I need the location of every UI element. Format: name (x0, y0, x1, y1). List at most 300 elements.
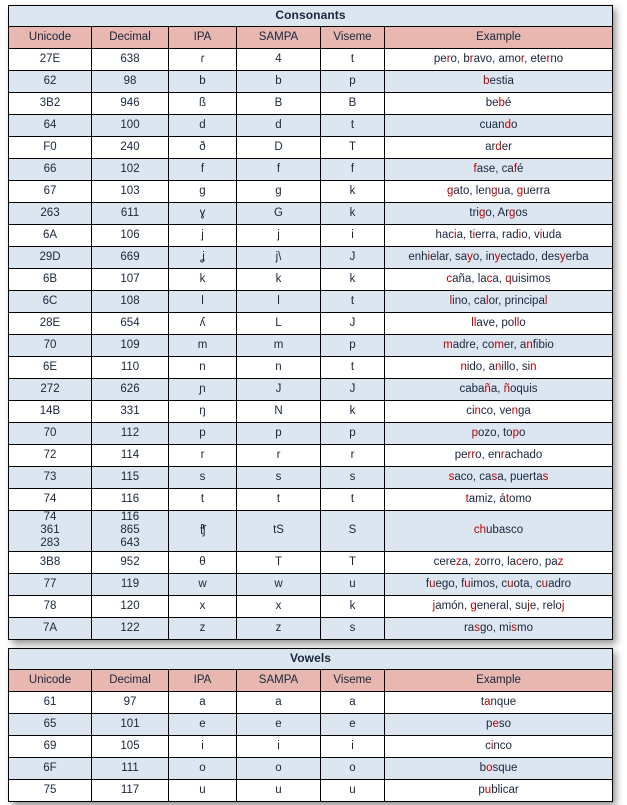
sampa-cell: u (237, 780, 321, 802)
example-text: ubasco (486, 524, 524, 537)
decimal-cell: 101 (92, 714, 169, 736)
example-text: aco, ca (454, 470, 492, 483)
ipa-cell: ŋ (169, 401, 237, 423)
column-header-viseme: Viseme (321, 670, 385, 692)
viseme-cell: J (321, 313, 385, 335)
unicode-cell: 6F (9, 758, 92, 780)
sampa-cell: i (237, 736, 321, 758)
example-cell (385, 692, 613, 714)
ipa-cell: f (169, 159, 237, 181)
decimal-cell: 105 (92, 736, 169, 758)
example-text: c (485, 739, 491, 752)
decimal-cell: 97 (92, 692, 169, 714)
ipa-cell: θ (169, 551, 237, 573)
example-highlight: i (472, 228, 476, 241)
column-header-viseme: Viseme (321, 27, 385, 49)
viseme-cell: i (321, 736, 385, 758)
example-highlight: u (464, 577, 471, 590)
example-text: é (517, 162, 524, 175)
unicode-cell: 6B (9, 269, 92, 291)
example-highlight: r (446, 52, 451, 65)
sampa-cell: d (237, 115, 321, 137)
table-row (9, 595, 613, 617)
decimal-cell: 114 (92, 445, 169, 467)
example-highlight: p (471, 426, 479, 439)
ipa-cell: u (169, 780, 237, 802)
example-highlight: j (432, 599, 436, 612)
unicode-cell: 70 (9, 423, 92, 445)
example-highlight: u (484, 783, 492, 796)
decimal-cell: 952 (92, 551, 169, 573)
example-highlight: s (474, 621, 480, 634)
table-row (9, 617, 613, 639)
example-highlight: n (511, 404, 518, 417)
example-text: oquis (510, 382, 538, 395)
sampa-cell: B (237, 93, 321, 115)
example-text: ato, len (453, 184, 492, 197)
table-row (9, 181, 613, 203)
viseme-cell: r (321, 445, 385, 467)
column-header-unicode: Unicode (9, 27, 92, 49)
example-text: e, relo (529, 599, 562, 612)
ipa-cell: ɾ (169, 49, 237, 71)
example-text: ino, ca (452, 294, 487, 307)
example-highlight: p (512, 426, 519, 439)
ipa-cell: l (169, 291, 237, 313)
example-text: blicar (491, 783, 519, 796)
ipa-cell (169, 511, 237, 552)
viseme-cell: p (321, 335, 385, 357)
example-text: , ete (524, 52, 547, 65)
example-cell (385, 225, 613, 247)
viseme-cell: T (321, 137, 385, 159)
example-highlight: n (494, 360, 502, 373)
example-cell (385, 115, 613, 137)
unicode-cell: 70 (9, 335, 92, 357)
table-row (9, 423, 613, 445)
decimal-cell: 115 (92, 467, 169, 489)
decimal-cell: 638 (92, 49, 169, 71)
example-cell (385, 203, 613, 225)
table-row (9, 93, 613, 115)
unicode-cell: 6A (9, 225, 92, 247)
example-highlight: d (504, 118, 511, 131)
example-text: caba (459, 382, 485, 395)
unicode-cell: F0 (9, 137, 92, 159)
example-text: a, (461, 555, 475, 568)
table-row (9, 203, 613, 225)
ipa-cell: i (169, 736, 237, 758)
example-highlight: b (483, 74, 490, 87)
example-highlight: n (474, 404, 481, 417)
column-header-sampa: SAMPA (237, 27, 321, 49)
example-text: elar, sa (430, 250, 468, 263)
ipa-cell: z (169, 617, 237, 639)
table-row (9, 489, 613, 511)
ipa-cell: d (169, 115, 237, 137)
table-title-row (9, 649, 613, 670)
example-highlight: c (516, 555, 522, 568)
sampa-cell: l (237, 291, 321, 313)
table-row (9, 335, 613, 357)
example-highlight: c (446, 272, 453, 285)
example-text: p (478, 783, 485, 796)
example-cell (385, 71, 613, 93)
viseme-cell: k (321, 595, 385, 617)
example-highlight: i (539, 228, 543, 241)
unicode-cell: 72 (9, 445, 92, 467)
example-highlight: n (526, 338, 533, 351)
unicode-cell: 64 (9, 115, 92, 137)
example-text: ectado, des (500, 250, 560, 263)
unicode-cell: 74 (9, 489, 92, 511)
viseme-cell: J (321, 379, 385, 401)
ipa-cell: k (169, 269, 237, 291)
example-text: ego, f (435, 577, 465, 590)
example-cell (385, 357, 613, 379)
decimal-cell: 119 (92, 573, 169, 595)
example-text: aña, la (452, 272, 487, 285)
example-highlight: ch (473, 524, 487, 537)
viseme-cell: o (321, 758, 385, 780)
viseme-cell: S (321, 511, 385, 552)
decimal-cell: 669 (92, 247, 169, 269)
table-row (9, 401, 613, 423)
example-highlight: rr (467, 448, 476, 461)
example-text: o (519, 316, 526, 329)
example-text: go, mi (479, 621, 512, 634)
example-highlight: g (491, 184, 498, 197)
table-row (9, 736, 613, 758)
table-row (9, 291, 613, 313)
example-text: er (501, 140, 512, 153)
example-text: f (425, 577, 430, 590)
decimal-cell-value: 865 (120, 524, 140, 537)
example-text: pe (433, 52, 447, 65)
example-cell (385, 137, 613, 159)
column-header-example: Example (385, 27, 613, 49)
example-highlight: a (484, 695, 491, 708)
example-text: o (510, 118, 518, 131)
example-highlight: i (454, 228, 457, 241)
example-text: enh (408, 250, 428, 263)
example-text: avo, amo (473, 52, 521, 65)
decimal-cell: 107 (92, 269, 169, 291)
example-cell (385, 445, 613, 467)
decimal-cell: 111 (92, 758, 169, 780)
example-text: erra, rad (475, 228, 519, 241)
decimal-cell: 122 (92, 617, 169, 639)
table-row (9, 467, 613, 489)
sampa-cell: T (237, 551, 321, 573)
example-text: t (480, 695, 485, 708)
ipa-cell: o (169, 758, 237, 780)
unicode-cell: 3B2 (9, 93, 92, 115)
table-row (9, 159, 613, 181)
table-row (9, 357, 613, 379)
example-cell (385, 181, 613, 203)
table-row (9, 269, 613, 291)
example-highlight: ll (514, 316, 520, 329)
example-text: ar (485, 140, 496, 153)
ipa-cell: b (169, 71, 237, 93)
unicode-cell-value: 361 (40, 524, 60, 537)
unicode-cell-value: 283 (40, 537, 60, 550)
example-cell (385, 401, 613, 423)
example-highlight: u (541, 577, 549, 590)
decimal-cell: 611 (92, 203, 169, 225)
sampa-cell: k (237, 269, 321, 291)
example-cell (385, 736, 613, 758)
example-text: orro, la (480, 555, 517, 568)
example-text: mo (517, 621, 534, 634)
ipa-cell: g (169, 181, 237, 203)
example-text: ra (463, 621, 475, 634)
example-highlight: i (518, 228, 522, 241)
example-text: o, en (475, 448, 501, 461)
sampa-cell: x (237, 595, 321, 617)
ipa-cell: ð (169, 137, 237, 159)
example-highlight: f (513, 162, 518, 175)
example-text: b (479, 761, 487, 774)
table-row (9, 445, 613, 467)
example-cell (385, 269, 613, 291)
example-cell (385, 159, 613, 181)
example-cell (385, 617, 613, 639)
example-text: sque (492, 761, 518, 774)
viseme-cell: k (321, 181, 385, 203)
example-highlight: m (443, 338, 453, 351)
example-highlight: r (546, 52, 551, 65)
unicode-cell: 62 (9, 71, 92, 93)
sampa-cell: L (237, 313, 321, 335)
ipa-cell: e (169, 714, 237, 736)
table-title-row (9, 6, 613, 27)
example-highlight: b (498, 96, 505, 109)
example-text: ota, c (513, 577, 542, 590)
ipa-cell: ʝ (169, 247, 237, 269)
example-text: er, a (503, 338, 527, 351)
sampa-cell: m (237, 335, 321, 357)
example-cell (385, 49, 613, 71)
sampa-cell: a (237, 692, 321, 714)
column-header-example: Example (385, 670, 613, 692)
example-highlight: s (448, 470, 455, 483)
example-highlight: j (561, 599, 565, 612)
example-text: pe (454, 448, 468, 461)
ipa-cell: a (169, 692, 237, 714)
unicode-cell: 27E (9, 49, 92, 71)
example-highlight: z (557, 555, 564, 568)
example-text: amiz, á (468, 492, 506, 505)
example-highlight: g (470, 599, 477, 612)
ipa-cell: m (169, 335, 237, 357)
example-cell (385, 247, 613, 269)
example-highlight: m (494, 338, 504, 351)
example-text: adro (548, 577, 572, 590)
example-highlight: d (495, 140, 502, 153)
viseme-cell: k (321, 401, 385, 423)
example-text: omo (509, 492, 532, 505)
example-highlight: ñ (503, 382, 511, 395)
vowels-table (8, 648, 613, 802)
decimal-cell: 102 (92, 159, 169, 181)
viseme-cell: k (321, 269, 385, 291)
example-highlight: i (427, 250, 431, 263)
unicode-cell: 272 (9, 379, 92, 401)
ipa-cell: p (169, 423, 237, 445)
example-highlight: ll (471, 316, 477, 329)
example-text: be (485, 96, 499, 109)
unicode-cell (9, 511, 92, 552)
table-row (9, 137, 613, 159)
example-text: nque (490, 695, 517, 708)
unicode-cell: 263 (9, 203, 92, 225)
decimal-cell: 98 (92, 71, 169, 93)
table-row (9, 71, 613, 93)
unicode-cell: 67 (9, 181, 92, 203)
example-highlight: u (429, 577, 436, 590)
viseme-cell: a (321, 692, 385, 714)
unicode-cell: 66 (9, 159, 92, 181)
example-text: no (550, 52, 564, 65)
decimal-cell: 103 (92, 181, 169, 203)
example-text: é (504, 96, 512, 109)
example-cell (385, 291, 613, 313)
table-row (9, 692, 613, 714)
example-text: p (486, 717, 493, 730)
example-cell (385, 780, 613, 802)
decimal-cell: 240 (92, 137, 169, 159)
example-text: achado (504, 448, 543, 461)
viseme-cell: u (321, 780, 385, 802)
viseme-cell: s (321, 467, 385, 489)
example-cell (385, 379, 613, 401)
table-row (9, 49, 613, 71)
consonants-table (8, 5, 613, 640)
viseme-cell: i (321, 225, 385, 247)
example-highlight: z (455, 555, 462, 568)
example-text: a, puerta (497, 470, 543, 483)
unicode-cell: 29D (9, 247, 92, 269)
table-row (9, 379, 613, 401)
table-row (9, 714, 613, 736)
decimal-cell: 946 (92, 93, 169, 115)
sampa-cell: 4 (237, 49, 321, 71)
sampa-cell: f (237, 159, 321, 181)
example-text: ave, po (476, 316, 515, 329)
example-text: imos, c (470, 577, 508, 590)
table-row-affricate (9, 511, 613, 552)
viseme-cell: T (321, 551, 385, 573)
example-text: o, v (521, 228, 540, 241)
vowels-table-container (8, 648, 612, 802)
unicode-cell: 6E (9, 357, 92, 379)
example-text: a, (492, 272, 506, 285)
viseme-cell: t (321, 489, 385, 511)
example-highlight: g (447, 184, 454, 197)
example-cell (385, 595, 613, 617)
table-row (9, 551, 613, 573)
sampa-cell: j\ (237, 247, 321, 269)
decimal-cell: 109 (92, 335, 169, 357)
example-text: erba (565, 250, 589, 263)
example-text: ozo, to (478, 426, 513, 439)
ipa-cell: t (169, 489, 237, 511)
table-row (9, 573, 613, 595)
viseme-cell: s (321, 617, 385, 639)
example-text: tri (469, 206, 479, 219)
example-highlight: o (486, 761, 493, 774)
viseme-cell: t (321, 49, 385, 71)
sampa-cell: g (237, 181, 321, 203)
sampa-cell: w (237, 573, 321, 595)
example-text: illo, si (501, 360, 531, 373)
unicode-cell-value: 74 (43, 511, 57, 523)
unicode-cell: 7A (9, 617, 92, 639)
sampa-cell: b (237, 71, 321, 93)
decimal-cell: 120 (92, 595, 169, 617)
example-text: ase, ca (476, 162, 514, 175)
example-highlight: s (542, 470, 549, 483)
example-highlight: q (505, 272, 512, 285)
example-highlight: c (486, 272, 493, 285)
table-header-row (9, 670, 613, 692)
ipa-cell: n (169, 357, 237, 379)
column-header-sampa: SAMPA (237, 670, 321, 692)
sampa-cell: s (237, 467, 321, 489)
example-text: ga (518, 404, 531, 417)
decimal-cell: 331 (92, 401, 169, 423)
sampa-cell: r (237, 445, 321, 467)
decimal-cell: 117 (92, 780, 169, 802)
example-cell (385, 467, 613, 489)
viseme-cell: J (321, 247, 385, 269)
example-highlight: r (520, 52, 525, 65)
sampa-cell: o (237, 758, 321, 780)
example-text: adre, co (452, 338, 495, 351)
example-highlight: l (544, 294, 548, 307)
example-text: nco (493, 739, 512, 752)
example-cell (385, 313, 613, 335)
viseme-cell: t (321, 291, 385, 313)
unicode-cell: 77 (9, 573, 92, 595)
decimal-cell: 100 (92, 115, 169, 137)
example-highlight: t (505, 492, 510, 505)
sampa-cell: z (237, 617, 321, 639)
consonants-table-container (8, 5, 612, 640)
example-text: o, in (472, 250, 495, 263)
sampa-cell: n (237, 357, 321, 379)
example-highlight: s (491, 470, 498, 483)
ipa-cell: x (169, 595, 237, 617)
table-row (9, 758, 613, 780)
example-text: hac (435, 228, 455, 241)
example-cell (385, 758, 613, 780)
viseme-cell: p (321, 71, 385, 93)
example-text: ido, a (466, 360, 495, 373)
sampa-cell: N (237, 401, 321, 423)
ipa-cell: ɣ (169, 203, 237, 225)
example-highlight: y (467, 250, 473, 263)
example-highlight: j (527, 599, 530, 612)
column-header-decimal: Decimal (92, 27, 169, 49)
ipa-cell: ß (169, 93, 237, 115)
example-text: cuan (479, 118, 505, 131)
ipa-cell: s (169, 467, 237, 489)
decimal-cell: 654 (92, 313, 169, 335)
example-highlight: n (530, 360, 537, 373)
